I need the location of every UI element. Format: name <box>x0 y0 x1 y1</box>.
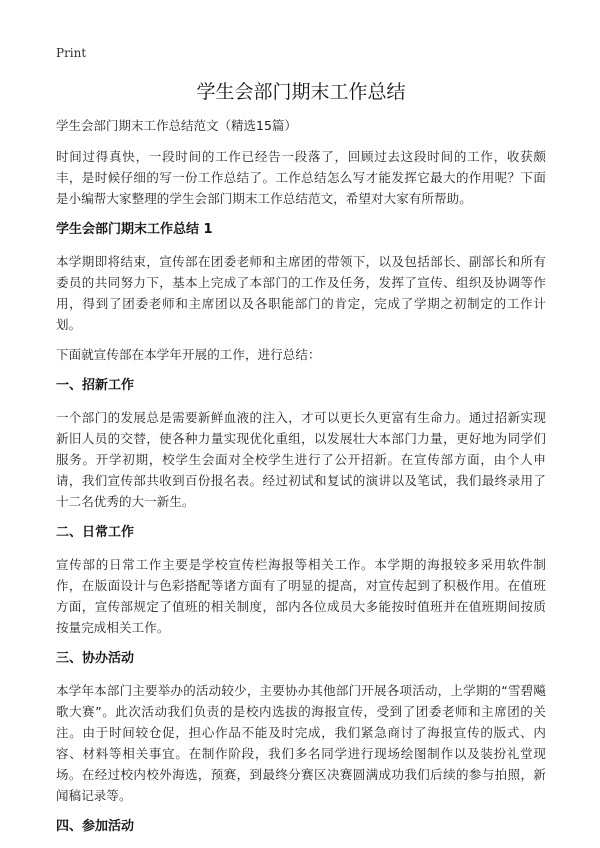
section-heading: 学生会部门期末工作总结 1 <box>56 222 213 237</box>
paragraph: 下面就宣传部在本学年开展的工作，进行总结： <box>56 347 321 362</box>
subsection-heading: 二、日常工作 <box>56 525 135 540</box>
subsection-heading: 三、协办活动 <box>56 651 135 666</box>
paragraph: 一个部门的发展总是需要新鲜血液的注入，才可以更长久更富有生命力。通过招新实现新旧人员的交替，使各种力量实现优化重组，以发展壮大本部门力量，更好地为同学们服务。开学初期，校学生会面对全校学生进行了公开招新。在宣传部方面，由个人申请，我们宣传部共收到百份报名表。经过初试和复试的演讲以及笔试，我们最终录用了十二名优秀的大一新生。 <box>56 410 546 509</box>
print-link[interactable]: Print <box>56 46 87 60</box>
subsection-heading: 四、参加活动 <box>56 819 135 834</box>
subsection-heading: 一、招新工作 <box>56 378 135 393</box>
intro-paragraph: 时间过得真快，一段时间的工作已经告一段落了，回顾过去这段时间的工作，收获颇丰，是时候仔细的写一份工作总结了。工作总结怎么写才能发挥它最大的作用呢？下面是小编帮大家整理的学生会部门期末工作总结范文，希望对大家有所帮助。 <box>56 149 546 206</box>
paragraph: 本学年本部门主要举办的活动较少，主要协办其他部门开展各项活动，上学期的“雪碧飚歌大赛”。此次活动我们负责的是校内选拔的海报宣传，受到了团委老师和主席团的关注。由于时间较仓促，担心作品不能及时完成，我们紧急商讨了海报宣传的版式、内容、材料等相关事宜。在制作阶段，我们多名同学进行现场绘图制作以及装扮礼堂现场。在经过校内校外海选，预赛，到最终分赛区决赛圆满成功我们后续的参与拍照，新闻稿记录等。 <box>56 683 546 803</box>
paragraph: 宣传部的日常工作主要是学校宣传栏海报等相关工作。本学期的海报较多采用软件制作，在版面设计与色彩搭配等诸方面有了明显的提高，对宣传起到了积极作用。在值班方面，宣传部规定了值班的相关制度，部内各位成员大多能按时值班并在值班期间按质按量完成相关工作。 <box>56 557 546 635</box>
page-title: 学生会部门期末工作总结 <box>196 81 406 103</box>
paragraph: 本学期即将结束，宣传部在团委老师和主席团的带领下，以及包括部长、副部长和所有委员的共同努力下，基本上完成了本部门的工作及任务，发挥了宣传、组织及协调等作用，得到了团委老师和主席团以及各职能部门的肯定，完成了学期之初制定的工作计划。 <box>56 254 546 332</box>
subtitle: 学生会部门期末工作总结范文（精选15篇） <box>56 118 297 133</box>
document-body <box>56 78 546 848</box>
